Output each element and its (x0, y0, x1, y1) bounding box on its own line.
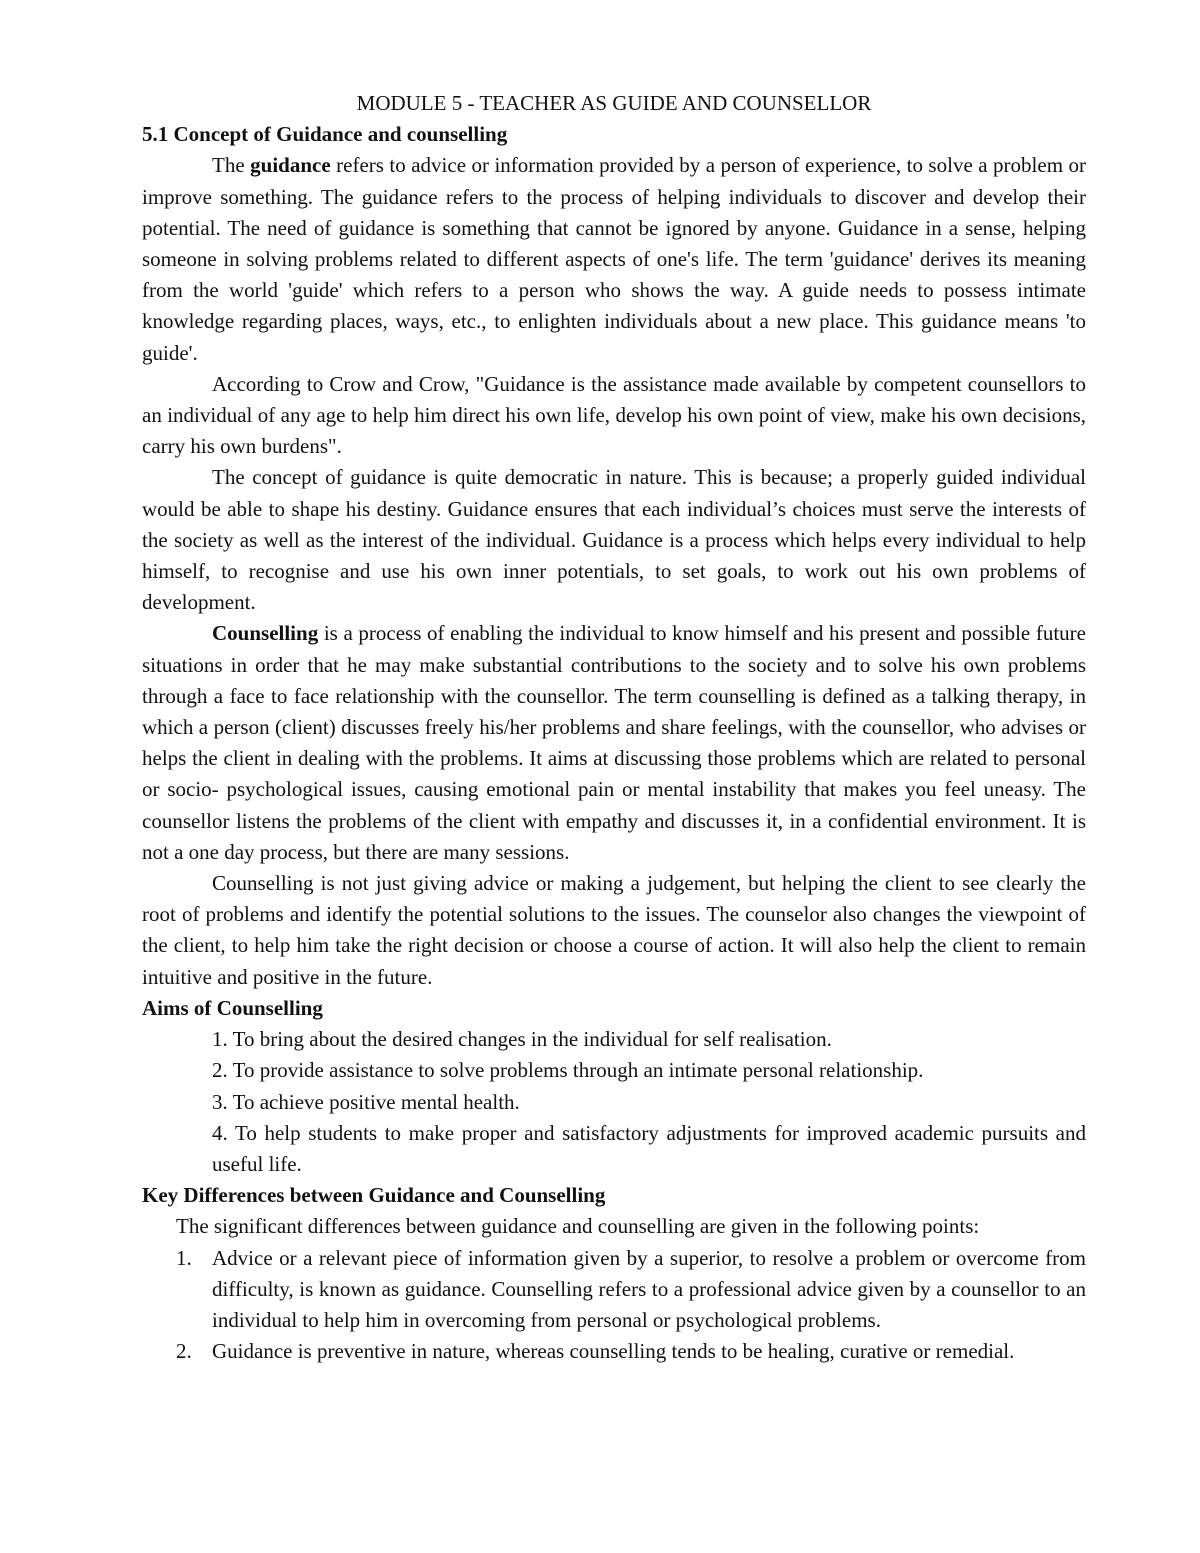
paragraph-guidance (142, 150, 1086, 368)
differences-intro: The significant differences between guidance and counselling are given in the following points: (176, 1214, 980, 1239)
paragraph-counselling-advice: Counselling is not just giving advice or making a judgement, but helping the client to see clearly the root of problems and identify the potential solutions to the issues. The counselor also changes the viewpoint of the client, to help him take the right decision or choose a course of action. It will also help the client to remain intuitive and positive in the future. (142, 871, 1086, 989)
aims-list (142, 1024, 1086, 1180)
differences-heading: Key Differences between Guidance and Counselling (142, 1183, 606, 1208)
term-counselling: Counselling (212, 621, 319, 646)
paragraph-lead: The (212, 153, 251, 178)
paragraph-text: refers to advice or information provided by a person of experience, to solve a problem or improve something. The guidance refers to the process of helping individuals to discover and develop their potential. The need of guidance is something that cannot be ignored by anyone. Guidance in a sense, helping someone in solving problems related to different aspects of one's life. The term 'guidance' derives its meaning from the world 'guide' which refers to a person who shows the way. A guide needs to possess intimate knowledge regarding places, ways, etc., to enlighten individuals about a new place. This guidance means 'to guide'. (142, 153, 1086, 365)
list-number: 2. (176, 1339, 192, 1364)
list-item: 1. To bring about the desired changes in the individual for self realisation. (212, 1027, 832, 1052)
differences-list (142, 1243, 1086, 1368)
list-item: 3. To achieve positive mental health. (212, 1089, 520, 1114)
paragraph-text: is a process of enabling the individual to know himself and his present and possible future situations in order that he may make substantial contributions to the society and to solve his own problems through a face to face relationship with the counsellor. The term counselling is defined as a talking therapy, in which a person (client) discusses freely his/her problems and share feelings, with the counsellor, who advises or helps the client in dealing with the problems. It aims at discussing those problems which are related to personal or socio- psychological issues, causing emotional pain or mental instability that makes you feel uneasy. The counsellor listens the problems of the client with empathy and discusses it, in a confidential environment. It is not a one day process, but there are many sessions. (142, 621, 1086, 864)
list-item: 4. To help students to make proper and satisfactory adjustments for improved academic pursuits and useful life. (212, 1120, 1086, 1176)
list-number: 1. (176, 1245, 192, 1270)
list-item-text: Advice or a relevant piece of information given by a superior, to resolve a problem or overcome from difficulty, is known as guidance. Counselling refers to a professional advice given by a counsellor to an individual to help him in overcoming from personal or psychological problems. (212, 1245, 1086, 1332)
aims-heading: Aims of Counselling (142, 995, 323, 1020)
list-item-text: Guidance is preventive in nature, whereas counselling tends to be healing, curative or remedial. (212, 1339, 1015, 1364)
list-item: 2. To provide assistance to solve problems through an intimate personal relationship. (212, 1058, 924, 1083)
paragraph-crow-definition: According to Crow and Crow, "Guidance is the assistance made available by competent counsellors to an individual of any age to help him direct his own life, develop his own point of view, make his own decisions, carry his own burdens". (142, 371, 1086, 459)
list-item (142, 1243, 1086, 1337)
list-item (142, 1336, 1086, 1367)
page-title: MODULE 5 - TEACHER AS GUIDE AND COUNSELLOR (356, 91, 872, 115)
section-heading: 5.1 Concept of Guidance and counselling (142, 122, 508, 147)
term-guidance: guidance (250, 153, 331, 178)
paragraph-counselling (142, 618, 1086, 868)
paragraph-democratic: The concept of guidance is quite democratic in nature. This is because; a properly guided individual would be able to shape his destiny. Guidance ensures that each individual’s choices must serve the interests of the society as well as the interest of the individual. Guidance is a process which helps every individual to help himself, to recognise and use his own inner potentials, to set goals, to work out his own problems of development. (142, 465, 1086, 615)
document-page (142, 88, 1086, 1367)
